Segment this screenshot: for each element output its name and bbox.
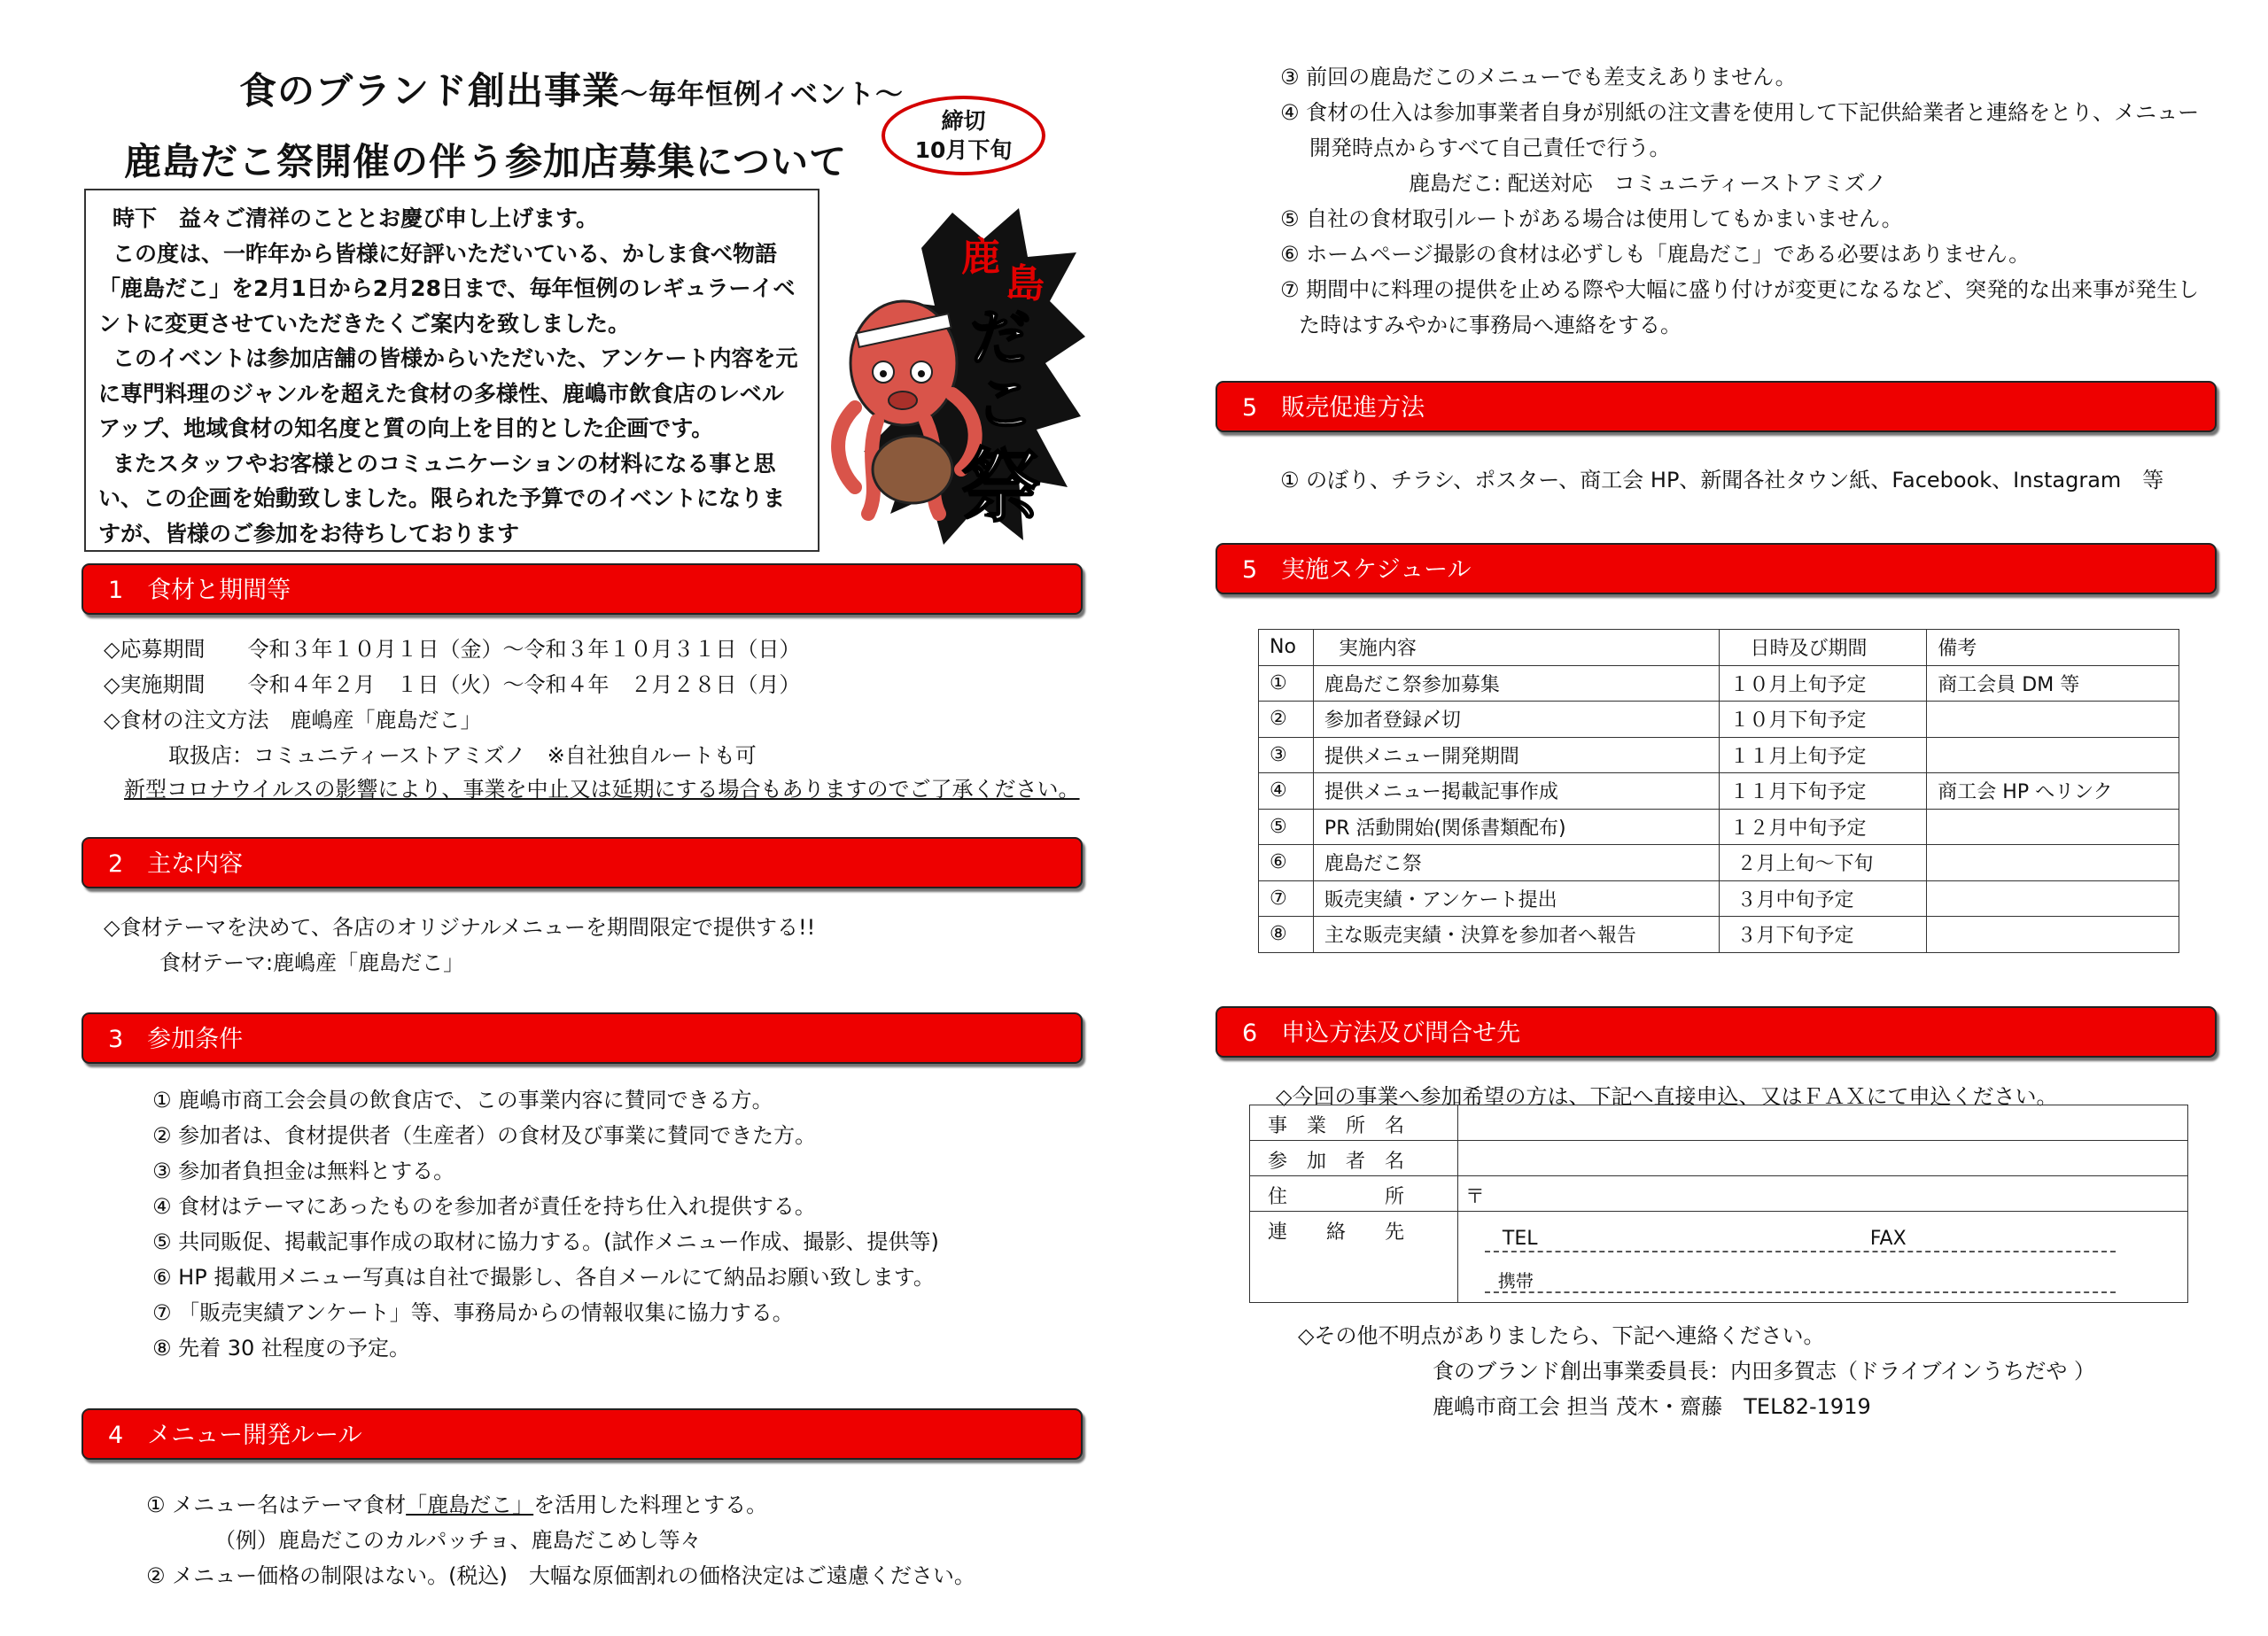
label-business-name: 事 業 所 名 xyxy=(1250,1105,1458,1141)
implementation-period: ◇実施期間 令和４年２月 １日（火）〜令和４年 ２月２８日（月） xyxy=(104,672,801,697)
table-row xyxy=(1259,845,2179,881)
row-date: ３月中旬予定 xyxy=(1719,880,1927,917)
section-4-header: 4 メニュー開発ルール xyxy=(82,1408,1083,1460)
row-content: 主な販売実績・決算を参加者へ報告 xyxy=(1313,917,1719,953)
intro-box xyxy=(84,189,819,552)
row-no: ③ xyxy=(1259,737,1314,773)
food-theme: 食材テーマ:鹿嶋産「鹿島だこ」 xyxy=(159,950,465,975)
menu-example: （例）鹿島だこのカルパッチョ、鹿島だこめし等々 xyxy=(214,1528,702,1553)
condition-8: ⑧ 先着 30 社程度の予定。 xyxy=(152,1336,410,1361)
row-remarks: 商工会員 DM 等 xyxy=(1927,665,2179,702)
header-remarks: 備考 xyxy=(1927,630,2179,666)
header-content: 実施内容 xyxy=(1313,630,1719,666)
table-row xyxy=(1259,665,2179,702)
deadline-date: 10月下旬 xyxy=(914,137,1013,163)
application-period: ◇応募期間 令和３年１０月１日（金）〜令和３年１０月３１日（日） xyxy=(104,637,801,662)
row-remarks xyxy=(1927,702,2179,738)
row-content: 提供メニュー掲載記事作成 xyxy=(1313,773,1719,810)
section-5-promotion-header: 5 販売促進方法 xyxy=(1216,381,2217,432)
row-date: １０月下旬予定 xyxy=(1719,702,1927,738)
condition-1: ① 鹿嶋市商工会会員の飲食店で、この事業内容に賛同できる方。 xyxy=(152,1088,773,1113)
menu-rule-1 xyxy=(146,1487,767,1518)
menu-rule-1-prefix: ① メニュー名はテーマ食材 xyxy=(146,1493,407,1517)
contact-field[interactable] xyxy=(1457,1212,2187,1303)
condition-3: ③ 参加者負担金は無料とする。 xyxy=(152,1159,455,1183)
label-contact: 連 絡 先 xyxy=(1250,1212,1458,1303)
section-3-header: 3 参加条件 xyxy=(82,1012,1083,1064)
menu-rule-4-cont: 開発時点からすべて自己責任で行う。 xyxy=(1309,136,1671,160)
form-row-address xyxy=(1250,1176,2188,1212)
tel-label: TEL xyxy=(1502,1228,1538,1250)
participant-name-field[interactable] xyxy=(1457,1141,2187,1176)
logo-char-1: 鹿 xyxy=(961,235,1000,280)
chamber-contact: 鹿嶋市商工会 担当 茂木・齋藤 TEL82-1919 xyxy=(1433,1394,1871,1419)
row-remarks xyxy=(1927,737,2179,773)
application-instructions: ◇今回の事業へ参加希望の方は、下記へ直接申込、又はＦＡＸにて申込ください。 xyxy=(1276,1084,2058,1109)
octopus-illustration xyxy=(828,204,1085,549)
row-date: １１月上旬予定 xyxy=(1719,737,1927,773)
intro-greeting: 時下 益々ご清祥のこととお慶び申し上げます。 xyxy=(113,205,599,231)
form-row-contact xyxy=(1250,1212,2188,1303)
page-title-line1 xyxy=(239,62,904,115)
row-remarks xyxy=(1927,917,2179,953)
application-form xyxy=(1249,1105,2188,1303)
row-content: PR 活動開始(関係書類配布) xyxy=(1313,809,1719,845)
intro-paragraph-2: このイベントは参加店舗の皆様からいただいた、アンケート内容を元に専門料理のジャンルを超えた食材の多様性、鹿嶋市飲食店のレベルアップ、地域食材の知名度と質の向上を目的とした企画です。 xyxy=(98,345,798,441)
logo-char-4: こ xyxy=(975,369,1036,440)
row-no: ⑦ xyxy=(1259,880,1314,917)
schedule-header-row xyxy=(1259,630,2179,666)
row-content: 鹿島だこ祭 xyxy=(1313,845,1719,881)
menu-rule-7-cont: た時はすみやかに事務局へ連絡をする。 xyxy=(1299,313,1682,337)
committee-chair: 食のブランド創出事業委員長：内田多賀志（ドライブインうちだや ） xyxy=(1433,1359,2096,1384)
menu-rule-3: ③ 前回の鹿島だこのメニューでも差支えありません。 xyxy=(1280,65,1797,89)
menu-rule-1-suffix: を活用した料理とする。 xyxy=(533,1493,768,1517)
intro-paragraph-1: この度は、一昨年から皆様に好評いただいている、かしま食べ物語「鹿島だこ」を2月1日から2月28日まで、毎年恒例のレギュラーイベントに変更させていただきたくご案内を致しました。 xyxy=(98,240,796,337)
deadline-label: 締切 xyxy=(941,108,986,134)
row-date: １２月中旬予定 xyxy=(1719,809,1927,845)
header-date: 日時及び期間 xyxy=(1719,630,1927,666)
main-content-line: ◇食材テーマを決めて、各店のオリジナルメニューを期間限定で提供する!! xyxy=(104,915,816,940)
menu-rule-7: ⑦ 期間中に料理の提供を止める際や大幅に盛り付けが変更になるなど、突発的な出来事が発生し xyxy=(1280,277,2200,302)
row-content: 販売実績・アンケート提出 xyxy=(1313,880,1719,917)
condition-2: ② 参加者は、食材提供者（生産者）の食材及び事業に賛同できた方。 xyxy=(152,1123,817,1148)
row-content: 参加者登録〆切 xyxy=(1313,702,1719,738)
menu-rule-6: ⑥ ホームページ撮影の食材は必ずしも「鹿島だこ」である必要はありません。 xyxy=(1280,242,2031,267)
condition-4: ④ 食材はテーマにあったものを参加者が責任を持ち仕入れ提供する。 xyxy=(152,1194,816,1219)
menu-rule-4: ④ 食材の仕入は参加事業者自身が別紙の注文書を使用して下記供給業者と連絡をとり、メニュー xyxy=(1280,100,2200,125)
tel-fax-line[interactable] xyxy=(1485,1228,2116,1252)
row-no: ② xyxy=(1259,702,1314,738)
page-title-line2: 鹿島だこ祭開催の伴う参加店募集について xyxy=(124,140,848,183)
mobile-label: 携帯 xyxy=(1497,1270,1534,1291)
address-field[interactable] xyxy=(1457,1176,2187,1212)
label-address: 住 所 xyxy=(1250,1176,1458,1212)
condition-6: ⑥ HP 掲載用メニュー写真は自社で撮影し、各自メールにて納品お願い致します。 xyxy=(152,1265,935,1290)
section-5-schedule-header: 5 実施スケジュール xyxy=(1216,543,2217,594)
header-no: No xyxy=(1259,630,1314,666)
row-no: ④ xyxy=(1259,773,1314,810)
logo-char-3: だ xyxy=(970,303,1031,374)
table-row xyxy=(1259,809,2179,845)
covid-notice: 新型コロナウイルスの影響により、事業を中止又は延期にする場合もありますのでご了承ください。 xyxy=(124,777,1080,802)
row-remarks xyxy=(1927,845,2179,881)
table-row xyxy=(1259,880,2179,917)
menu-rule-2: ② メニュー価格の制限はない。(税込) 大幅な原価割れの価格決定はご遠慮ください。 xyxy=(146,1563,975,1588)
row-no: ⑥ xyxy=(1259,845,1314,881)
supplier-info: 鹿島だこ: 配送対応 コミュニティーストアミズノ xyxy=(1409,171,1887,196)
row-date: ２月上旬〜下旬 xyxy=(1719,845,1927,881)
logo-char-2: 島 xyxy=(1006,261,1045,306)
condition-7: ⑦ 「販売実績アンケート」等、事務局からの情報収集に協力する。 xyxy=(152,1300,794,1325)
promotion-methods: ① のぼり、チラシ、ポスター、商工会 HP、新聞各社タウン紙、Facebook、Instagram 等 xyxy=(1280,468,2164,492)
row-date: １０月上旬予定 xyxy=(1719,665,1927,702)
title-main: 食のブランド創出事業 xyxy=(239,69,621,112)
row-remarks: 商工会 HP へリンク xyxy=(1927,773,2179,810)
table-row xyxy=(1259,702,2179,738)
row-date: １１月下旬予定 xyxy=(1719,773,1927,810)
menu-rule-5: ⑤ 自社の食材取引ルートがある場合は使用してもかまいません。 xyxy=(1280,206,1903,231)
condition-5: ⑤ 共同販促、掲載記事作成の取材に協力する。(試作メニュー作成、撮影、提供等) xyxy=(152,1229,939,1254)
fax-label: FAX xyxy=(1869,1228,1907,1250)
title-sub: 〜毎年恒例イベント〜 xyxy=(620,79,905,111)
row-content: 提供メニュー開発期間 xyxy=(1313,737,1719,773)
row-remarks xyxy=(1927,809,2179,845)
row-no: ① xyxy=(1259,665,1314,702)
table-row xyxy=(1259,917,2179,953)
schedule-table xyxy=(1258,629,2179,953)
intro-paragraph-3: またスタッフやお客様とのコミュニケーションの材料になる事と思い、この企画を始動致しました。限られた予算でのイベントになりますが、皆様のご参加をお待ちしております xyxy=(98,450,786,547)
logo-char-5: 祭 xyxy=(961,439,1041,533)
row-date: ３月下旬予定 xyxy=(1719,917,1927,953)
business-name-field[interactable] xyxy=(1457,1105,2187,1141)
mobile-line[interactable] xyxy=(1485,1267,2116,1293)
row-remarks xyxy=(1927,880,2179,917)
section-6-header: 6 申込方法及び問合せ先 xyxy=(1216,1006,2217,1058)
label-participant-name: 参 加 者 名 xyxy=(1250,1141,1458,1176)
row-no: ⑧ xyxy=(1259,917,1314,953)
postal-mark: 〒 xyxy=(1464,1186,1485,1208)
octopus-mascot-logo xyxy=(828,204,1085,549)
form-row-participant xyxy=(1250,1141,2188,1176)
contact-note: ◇その他不明点がありましたら、下記へ連絡ください。 xyxy=(1298,1323,1825,1348)
form-row-business-name xyxy=(1250,1105,2188,1141)
row-content: 鹿島だこ祭参加募集 xyxy=(1313,665,1719,702)
deadline-stamp xyxy=(882,96,1045,175)
menu-rule-1-theme: 「鹿島だこ」 xyxy=(406,1493,534,1517)
section-2-header: 2 主な内容 xyxy=(82,837,1083,888)
supplier-store: 取扱店：コミュニティーストアミズノ ※自社独自ルートも可 xyxy=(168,743,757,768)
order-method: ◇食材の注文方法 鹿嶋産「鹿島だこ」 xyxy=(104,708,482,733)
table-row xyxy=(1259,773,2179,810)
row-no: ⑤ xyxy=(1259,809,1314,845)
table-row xyxy=(1259,737,2179,773)
section-1-header: 1 食材と期間等 xyxy=(82,563,1083,615)
